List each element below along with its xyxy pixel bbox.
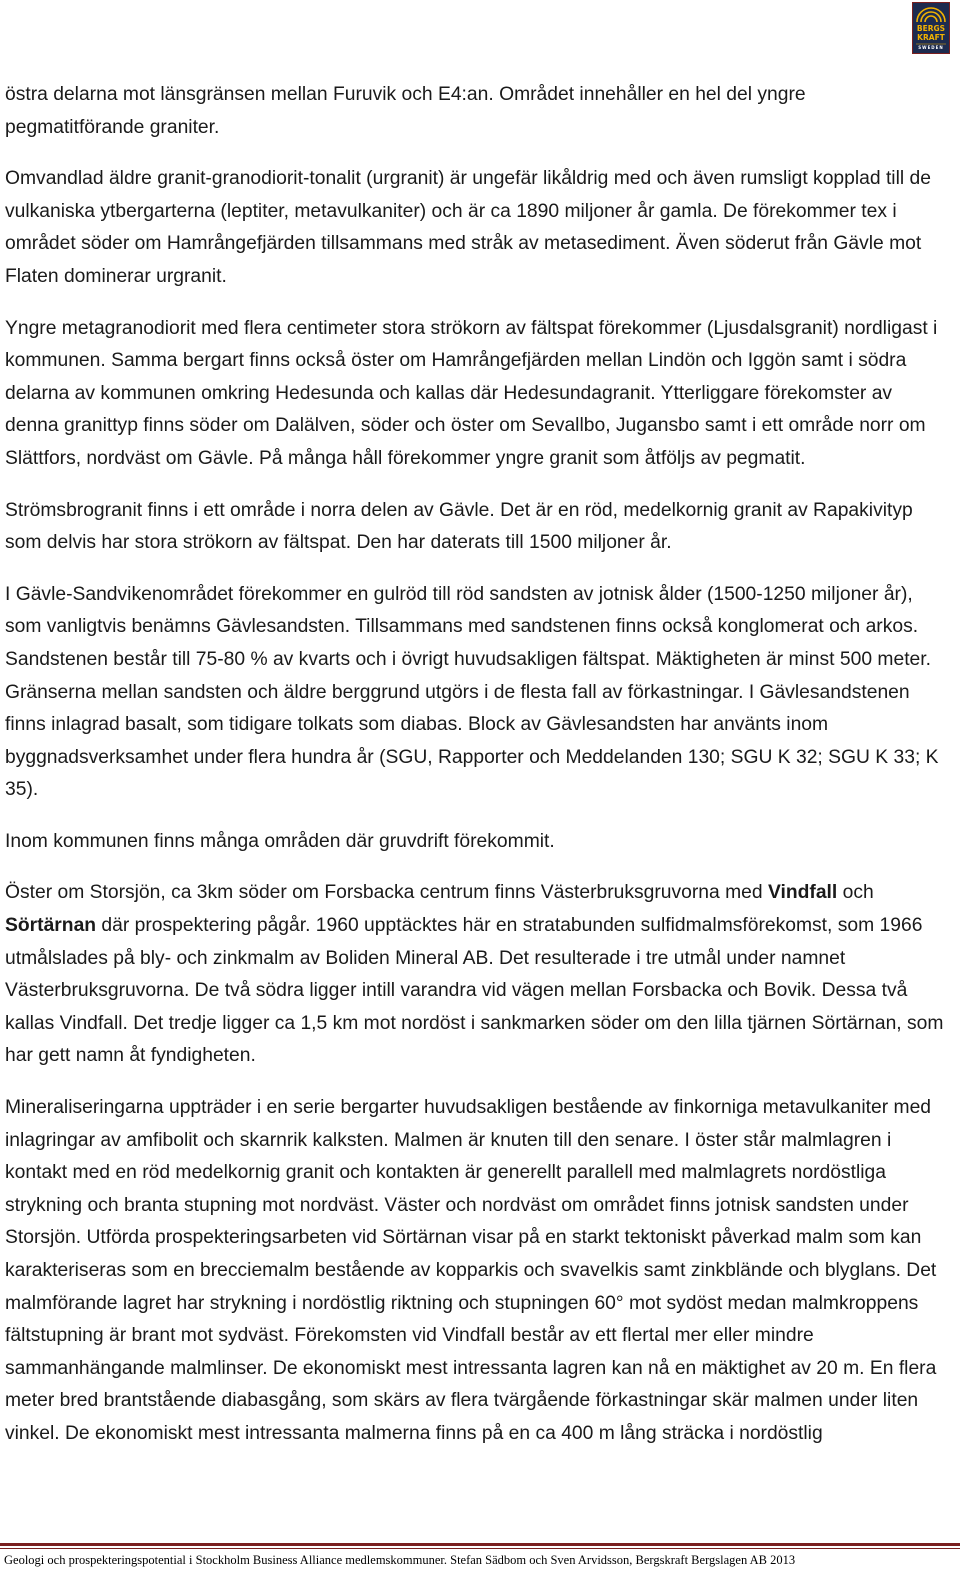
paragraph bbox=[5, 579, 945, 807]
footer-divider bbox=[0, 1543, 960, 1546]
page-footer: Geologi och prospekteringspotential i Stockholm Business Alliance medlemskommuner. Stefan Sädbom och Sven Arvidsson, Bergskraft Bergslagen AB 2013 bbox=[4, 1553, 796, 1567]
text-run: Öster om Storsjön, ca 3km söder om Forsbacka centrum finns Västerbruksgruvorna med bbox=[5, 882, 768, 904]
paragraph bbox=[5, 79, 945, 144]
text-run: och bbox=[837, 882, 874, 904]
logo-text-sweden: SWEDEN bbox=[918, 45, 944, 50]
text-run: Omvandlad äldre granit-granodiorit-tonalit (urgranit) är ungefär likåldrig med och även rumsligt kopplad till de vulkaniska ytbergarterna (leptiter, metavulkaniter) och är ca 1890 miljoner år gamla. De förekommer tex i området söder om Hamrångefjärden tillsammans med stråk av metasediment. Även söderut från Gävle mot Flaten dominerar urgranit. bbox=[5, 168, 931, 287]
text-run: östra delarna mot länsgränsen mellan Furuvik och E4:an. Området innehåller en hel del yngre pegmatitförande graniter. bbox=[5, 84, 806, 138]
paragraph bbox=[5, 1092, 945, 1451]
paragraph bbox=[5, 313, 945, 476]
paragraph bbox=[5, 495, 945, 560]
text-run: Yngre metagranodiorit med flera centimeter stora strökorn av fältspat förekommer (Ljusdalsgranit) nordligast i kommunen. Samma bergart finns också öster om Hamrångefjärden mellan Lindön och Iggön samt i södra delarna av kommunen omkring Hedesunda och kallas där Hedesundagranit. Ytterliggare förekomster av denna granittyp finns söder om Dalälven, söder och öster om Sevallbo, Jugansbo samt i ett område norr om Slättfors, nordväst om Gävle. På många håll förekommer yngre granit som åtföljs av pegmatit. bbox=[5, 317, 938, 469]
bold-term: Sörtärnan bbox=[5, 915, 97, 937]
text-run: Strömsbrogranit finns i ett område i norra delen av Gävle. Det är en röd, medelkornig granit av Rapakivityp som delvis har stora strökorn av fältspat. Den har daterats till 1500 miljoner år. bbox=[5, 499, 913, 554]
logo-text-kraft: KRAFT bbox=[917, 33, 945, 42]
bold-term: Vindfall bbox=[767, 882, 838, 904]
text-run: Inom kommunen finns många områden där gruvdrift förekommit. bbox=[5, 830, 555, 852]
paragraph bbox=[5, 826, 945, 859]
text-run: där prospektering pågår. 1960 upptäcktes här en stratabunden sulfidmalmsförekomst, som 1966 utmålslades på bly- och zinkmalm av Boliden Mineral AB. Det resulterade i tre utmål under namnet Västerbruksgruvorna. De två södra ligger intill varandra vid vägen mellan Forsbacka och Bovik. Dessa två kallas Vindfall. Det tredje ligger ca 1,5 km mot nordöst i sankmarken söder om den lilla tjärnen Sörtärnan, som har gett namn åt fyndigheten. bbox=[5, 915, 944, 1067]
document-body bbox=[5, 79, 945, 1451]
text-run: Mineraliseringarna uppträder i en serie bergarter huvudsakligen bestående av finkorniga metavulkaniter med inlagringar av amfibolit och skarnrik kalksten. Malmen är knuten till den senare. I öster står malmlagren i kontakt med en röd medelkornig granit och kontakten är generellt parallell med malmlagrets nordöstliga strykning och branta stupning mot nordväst. Väster och nordväst om området finns jotnisk sandsten under Storsjön. Utförda prospekteringsarbeten vid Sörtärnan visar på en starkt tektoniskt påverkad malm som kan karakteriseras som en brecciemalm bestående av kopparkis och svavelkis samt zinkblände och blyglans. Det malmförande lagret har strykning i nordöstlig riktning och stupningen 60° mot sydöst medan malmkroppens fältstupning är brant mot sydväst. Förekomsten vid Vindfall består av ett flertal mer eller mindre sammanhängande malmlinser. De ekonomiskt mest intressanta lagren kan nå en mäktighet av 20 m. En flera meter bred brantstående diabasgång, som skärs av flera tvärgående förkastningar skär malmen under liten vinkel. De ekonomiskt mest intressanta malmerna finns på en ca 400 m lång sträcka i nordöstlig bbox=[5, 1097, 937, 1444]
bergskraft-logo bbox=[912, 2, 950, 54]
paragraph bbox=[5, 163, 945, 293]
footer-divider-thin bbox=[0, 1548, 960, 1549]
paragraph bbox=[5, 877, 945, 1073]
text-run: I Gävle-Sandvikenområdet förekommer en gulröd till röd sandsten av jotnisk ålder (1500-1250 miljoner år), som vanligtvis benämns Gävlesandsten. Tillsammans med sandstenen finns också konglomerat och arkos. Sandstenen består till 75-80 % av kvarts och i övrigt huvudsakligen fältspat. Mäktigheten är minst 500 meter. Gränserna mellan sandsten och äldre berggrund utgörs i de flesta fall av förkastningar. I Gävlesandstenen finns inlagrad basalt, som tidigare tolkats som diabas. Block av Gävlesandsten har använts inom byggnadsverksamhet under flera hundra år (SGU, Rapporter och Meddelanden 130; SGU K 32; SGU K 33; K 35). bbox=[5, 583, 939, 801]
logo-text-bergs: BERGS bbox=[916, 24, 946, 33]
